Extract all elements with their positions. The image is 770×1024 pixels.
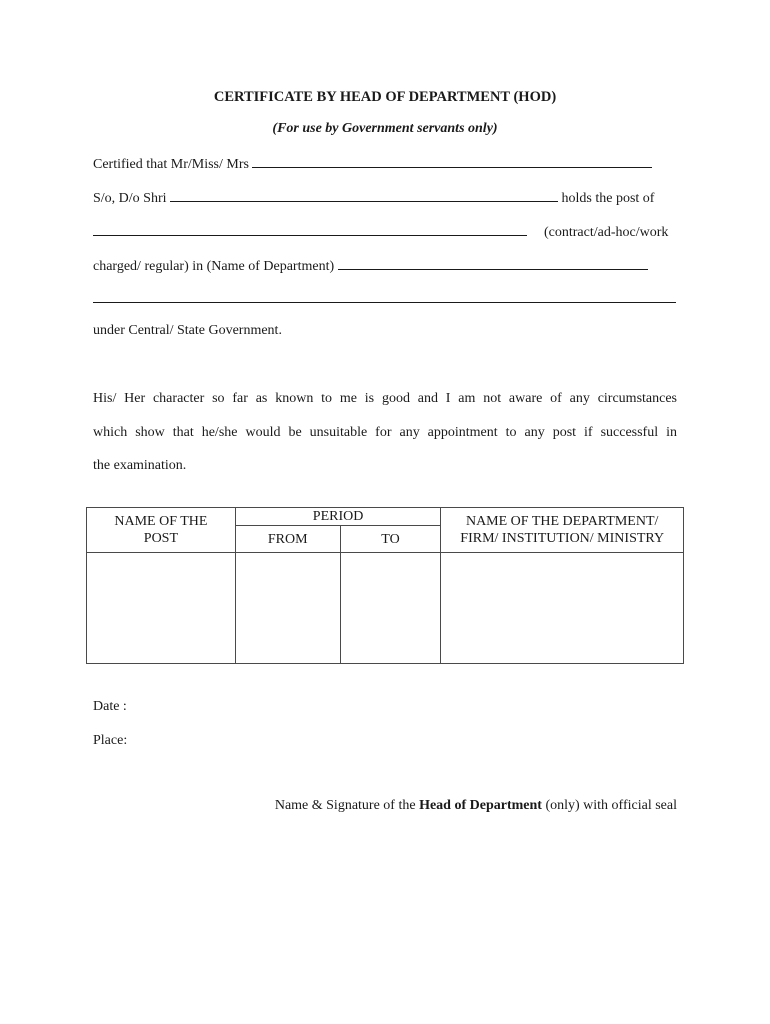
from-cell[interactable] [235,553,340,664]
character-line-1: His/ Her character so far as known to me is good and I am not aware of any circumstances [93,391,677,406]
to-cell[interactable] [340,553,441,664]
department-line [93,256,677,276]
header-department: NAME OF THE DEPARTMENT/ FIRM/ INSTITUTION/ MINISTRY [441,508,684,553]
signature-prefix: Name & Signature of the [274,798,416,813]
service-table [86,507,684,664]
certified-line [93,154,677,174]
header-post: NAME OF THE POST [87,508,236,553]
character-line-2: which show that he/she would be unsuitable for any appointment to any post if successful in [93,425,677,440]
header-period: PERIOD [235,508,441,526]
header-from: FROM [235,526,340,553]
government-line: under Central/ State Government. [93,323,282,338]
place-label: Place: [93,733,128,748]
holds-post-label: holds the post of [561,191,655,206]
signature-line [231,798,677,814]
table-row [87,553,684,664]
parent-line [93,188,677,208]
date-label: Date : [93,699,127,714]
header-to: TO [340,526,441,553]
appointment-type-label: (contract/ad-hoc/work [544,225,669,240]
department-continuation-blank[interactable] [93,302,676,303]
parent-name-blank[interactable] [170,188,558,202]
name-blank[interactable] [252,154,652,168]
certificate-title: CERTIFICATE BY HEAD OF DEPARTMENT (HOD) [213,89,557,105]
department-label: charged/ regular) in (Name of Department) [93,259,335,274]
parent-label: S/o, D/o Shri [93,191,167,206]
signature-suffix: (only) with official seal [545,798,677,813]
certificate-subtitle: (For use by Government servants only) [272,121,498,136]
character-line-3: the examination. [93,458,187,473]
certified-label: Certified that Mr/Miss/ Mrs [93,157,249,172]
signature-hod: Head of Department [419,798,542,813]
post-cell[interactable] [87,553,236,664]
department-blank[interactable] [338,256,648,270]
post-blank[interactable] [93,222,527,236]
post-line [93,222,677,242]
department-cell[interactable] [441,553,684,664]
